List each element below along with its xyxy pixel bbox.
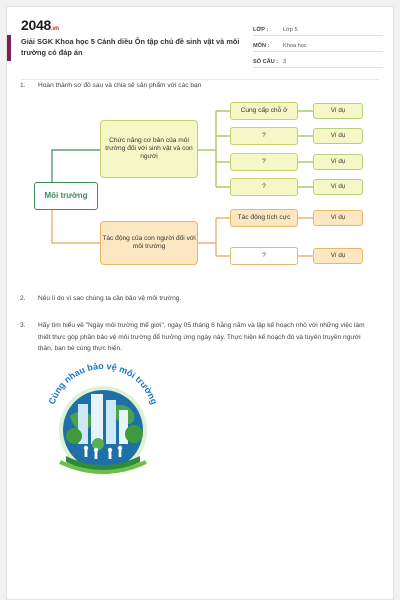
leaf-function-1: Cung cấp chỗ ở xyxy=(230,102,298,120)
environment-poster-illustration xyxy=(38,358,168,488)
connector-orange-examples xyxy=(298,218,313,256)
poster-caption: Cùng nhau bảo vệ môi trường xyxy=(46,360,160,406)
leaf-function-4: ? xyxy=(230,178,298,196)
earth-city-icon xyxy=(38,358,168,488)
leaf-function-3: ? xyxy=(230,153,298,171)
branch-functions: Chức năng cơ bản của môi trường đối với sinh vật và con người xyxy=(100,120,198,178)
branch-human-impact: Tác động của con người đối với môi trường xyxy=(100,221,198,265)
question-3: 3. Hãy tìm hiểu về "Ngày môi trường thế giới", ngày 05 tháng 6 hằng năm và lập kế hoạch nhỏ với những việc làm thiết thực góp phần bảo vệ môi trường để hưởng ứng ngày này. Thực hiện kế hoạch đó và tuyên truyền người thân, bạn bè cùng thực hiện. xyxy=(20,322,365,353)
meta-row-class: LỚP : Lớp 5 xyxy=(253,21,383,36)
accent-bar xyxy=(7,35,11,61)
example-box-4: Ví dụ xyxy=(313,179,363,195)
example-box-6: Ví dụ xyxy=(313,248,363,264)
leaf-function-2: ? xyxy=(230,127,298,145)
example-box-1: Ví dụ xyxy=(313,103,363,119)
connector-branch2-leaves xyxy=(198,218,230,256)
mind-map-diagram xyxy=(30,98,368,276)
connector-branch1-leaves xyxy=(198,111,230,187)
question-1: 1. Hoàn thành sơ đồ sau và chia sẻ sản phẩm với các bạn xyxy=(20,82,202,89)
leaf-impact-1: Tác động tích cực xyxy=(230,209,298,227)
connector-green-examples xyxy=(298,111,313,187)
connector-root-branch1 xyxy=(52,150,100,182)
example-box-2: Ví dụ xyxy=(313,128,363,144)
example-box-3: Ví dụ xyxy=(313,154,363,170)
site-logo[interactable]: 2048.vn xyxy=(21,17,59,33)
meta-panel xyxy=(253,21,383,69)
example-box-5: Ví dụ xyxy=(313,210,363,226)
root-node: Môi trường xyxy=(34,182,98,210)
question-2: 2. Nêu lí do vì sao chúng ta cần bảo vệ môi trường. xyxy=(20,295,182,302)
document-title: Giải SGK Khoa học 5 Cánh diều Ôn tập chủ đề sinh vật và môi trường có đáp án xyxy=(21,37,240,57)
leaf-impact-2: ? xyxy=(230,247,298,265)
meta-row-subject: MÔN : Khoa học xyxy=(253,37,383,52)
meta-row-count: SỐ CÂU : 3 xyxy=(253,53,383,68)
connector-root-branch2 xyxy=(52,210,100,243)
